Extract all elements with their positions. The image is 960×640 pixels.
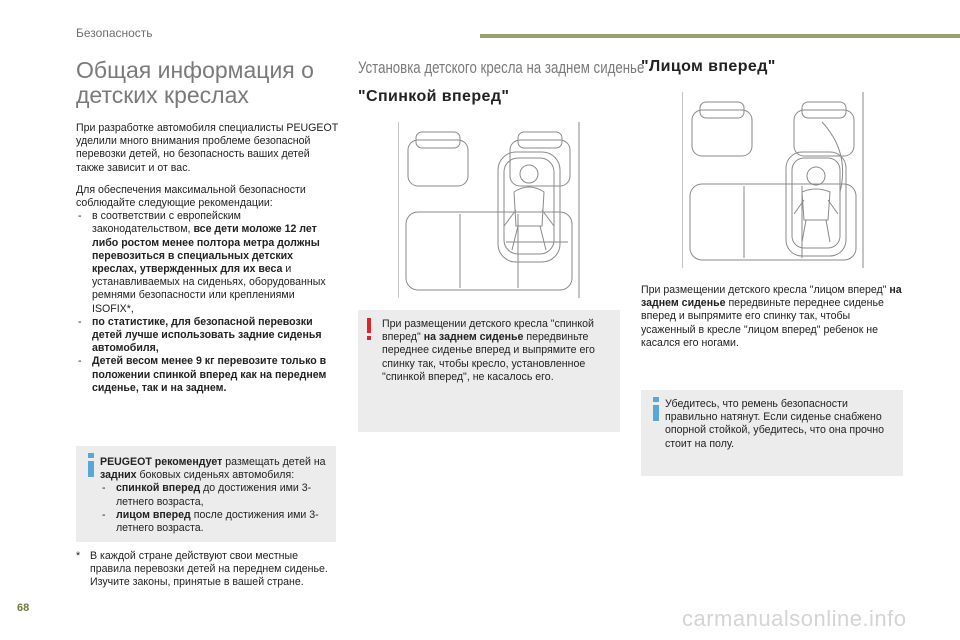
intro-paragraph: При разработке автомобиля специалисты PEUGEOT уделили много внимания проблеме безопасной перевозки детей, но безопасность ваших детей также зависит и от вас. [76,122,338,174]
info-rear-bold: задних [100,469,137,482]
list-item-text: в соответствии с европейским законодательством, [92,210,241,236]
list-dash: - [78,315,82,328]
list-item [76,210,338,316]
info-box-text [100,456,332,535]
list-item-text: после достижения ими 3-летнего возраста. [116,508,319,535]
forward-facing-title-wrap [641,58,776,76]
list-item [76,355,338,395]
info-lead-bold: PEUGEOT рекомендует [100,456,223,468]
list-item [76,316,338,356]
header-rule [480,34,960,38]
warning-text-part: передвиньте переднее сиденье вперед и выпрямите его спинку так, чтобы кресло, установленное "спинкой вперед", не касалось его. [382,331,595,383]
page-title [76,58,338,108]
list-item-bold: лицом вперед [116,508,191,521]
left-column [76,58,338,395]
list-item-bold: Детей весом менее 9 кг перевозите только в положении спинкой вперед как на переднем сиденье, так и на заднем. [92,355,327,394]
warning-icon [364,318,374,342]
info-list [100,482,332,535]
info-rear-text: боковых сиденьях автомобиля: [136,469,295,482]
list-dash: - [102,482,106,495]
warning-bold: на заднем сиденье [423,331,524,344]
rear-facing-title-wrap [358,88,509,106]
info-lead-text: размещать детей на [222,456,326,468]
recommend-list [76,210,338,395]
list-item-text: до достижения ими 3-летнего возраста, [116,482,312,508]
rear-facing-child-seat-illustration [398,122,580,298]
forward-facing-paragraph [641,284,905,350]
footnote-text: В каждой стране действуют свои местные правила перевозки детей на переднем сиденье. Изучите законы, принятые в вашей стране. [90,550,328,589]
recommend-intro: Для обеспечения максимальной безопасности соблюдайте следующие рекомендации: [76,183,306,210]
paragraph-text: передвиньте переднее сиденье вперед и выпрямите его спинку так, чтобы усаженный в кресле "лицом вперед" ребенок не касался его ногами. [641,297,884,349]
warning-text-part: При размещении детского кресла "спинкой вперед" [382,318,594,344]
paragraph-text: При размещении детского кресла "лицом вперед" [641,284,890,296]
list-item-bold: все дети моложе 12 лет либо ростом менее полтора метра должны перевозиться в специальных детских креслах, утвержденных для их веса [92,223,320,276]
list-item [100,482,332,508]
info-icon [83,452,99,478]
list-item-text: и устанавливаемых на сиденьях, оборудованных ремнями безопасности или креплениями ISOFIX*, [92,263,326,315]
section-header: Безопасность [76,26,153,40]
list-item [100,509,332,535]
info-icon [648,396,664,422]
paragraph-bold: на заднем сиденье [641,284,902,310]
forward-facing-child-seat-illustration [682,92,864,268]
list-dash: - [78,210,82,223]
page-title-line1: Общая информация о [76,57,314,83]
list-dash: - [102,508,106,521]
page-number: 68 [17,602,30,614]
warning-text [382,318,614,384]
footnote-mark: * [76,550,81,562]
list-item-bold: по статистике, для безопасной перевозки детей лучше использовать задние сиденья автомобиля, [92,315,322,355]
list-dash: - [78,355,82,368]
info-box-belt-text: Убедитесь, что ремень безопасности правильно натянут. Если сиденье снабжено опорной стойкой, убедитесь, что она прочно стоит на полу. [665,398,884,450]
page-title-line2: детских креслах [76,82,249,108]
section-title: Установка детского кресла на заднем сиденье [358,58,645,77]
rear-facing-title: "Спинкой вперед" [358,88,510,105]
forward-facing-title: "Лицом вперед" [641,58,776,75]
watermark: carmanualsonline.info [682,606,907,631]
middle-section-title-wrap [358,58,645,78]
list-item-bold: спинкой вперед [116,482,201,495]
